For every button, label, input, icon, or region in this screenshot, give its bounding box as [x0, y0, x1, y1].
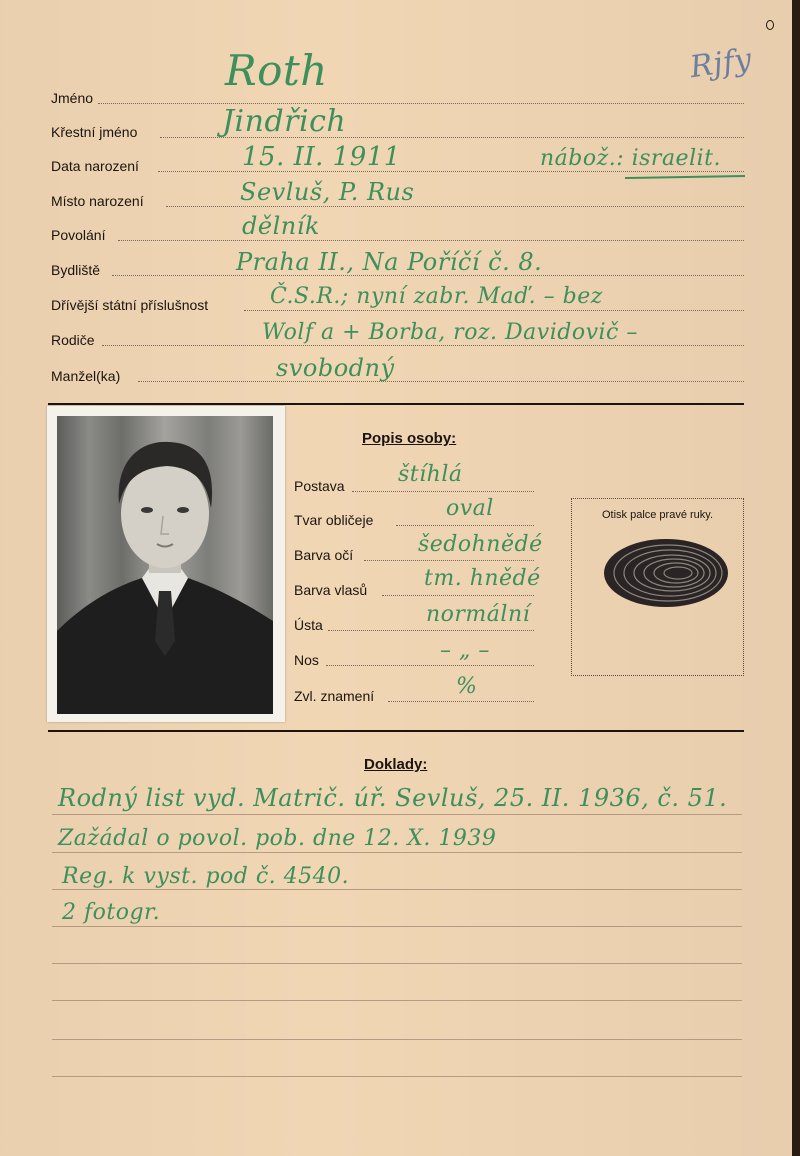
popis-heading: Popis osoby:: [362, 430, 457, 447]
value-manzel: svobodný: [276, 354, 395, 382]
religion-note: nábož.: israelit.: [540, 146, 721, 171]
label-data-narozeni: Data narození: [51, 158, 139, 174]
doklad-line-1: Rodný list vyd. Matrič. úř. Sevluš, 25. II. 1936, č. 51.: [58, 784, 728, 812]
value-rodice: Wolf a + Borba, roz. Davidovič –: [262, 320, 638, 345]
portrait-image: [57, 416, 273, 714]
value-nos: – „ –: [440, 638, 490, 663]
label-manzel: Manžel(ka): [51, 368, 121, 384]
doklad-line-3: Reg. k vyst. pod č. 4540.: [62, 864, 350, 889]
value-drivejsi-prislusnost: Č.S.R.; nyní zabr. Maď. – bez: [270, 284, 603, 309]
value-usta: normální: [426, 602, 531, 627]
doklad-line-2: Zažádal o povol. pob. dne 12. X. 1939: [58, 826, 497, 851]
value-tvar-obliceje: oval: [446, 496, 494, 521]
doklady-heading: Doklady:: [364, 756, 428, 773]
section-divider-middle: [48, 730, 744, 732]
label-povolani: Povolání: [51, 227, 106, 243]
label-barva-oci: Barva očí: [294, 547, 354, 563]
corner-signature: Rjfy: [687, 41, 755, 86]
scan-edge: [792, 0, 800, 1156]
value-krestni-jmeno: Jindřich: [222, 104, 347, 139]
label-drivejsi-prislusnost: Dřívější státní příslušnost: [51, 297, 209, 313]
value-misto-narozeni: Sevluš, P. Rus: [240, 178, 415, 206]
section-divider-top: [48, 403, 744, 405]
value-povolani: dělník: [242, 212, 320, 240]
value-data-narozeni: 15. II. 1911: [242, 142, 401, 172]
portrait-photo: [47, 406, 285, 722]
label-jmeno: Jméno: [51, 90, 94, 106]
fingerprint-box: [571, 498, 744, 676]
label-nos: Nos: [294, 652, 319, 668]
value-barva-vlasu: tm. hnědé: [424, 566, 541, 591]
label-misto-narozeni: Místo narození: [51, 193, 144, 209]
value-zvl-znameni: %: [456, 674, 478, 699]
label-postava: Postava: [294, 478, 345, 494]
value-jmeno: Roth: [225, 46, 328, 95]
value-postava: štíhlá: [398, 462, 463, 487]
label-zvl-znameni: Zvl. znamení: [294, 688, 375, 704]
label-krestni-jmeno: Křestní jméno: [51, 124, 138, 140]
religion-underline: [625, 175, 745, 179]
label-tvar-obliceje: Tvar obličeje: [294, 512, 374, 528]
label-rodice: Rodiče: [51, 332, 95, 348]
doklad-line-4: 2 fotogr.: [62, 900, 161, 925]
corner-punch-hole: [766, 20, 774, 30]
value-barva-oci: šedohnědé: [418, 532, 543, 557]
fingerprint-label: Otisk palce pravé ruky.: [601, 509, 714, 521]
value-bydliste: Praha II., Na Poříčí č. 8.: [236, 248, 543, 276]
label-bydliste: Bydliště: [51, 262, 101, 278]
label-barva-vlasu: Barva vlasů: [294, 582, 368, 598]
label-usta: Ústa: [294, 617, 323, 633]
fingerprint-icon: [572, 499, 743, 675]
